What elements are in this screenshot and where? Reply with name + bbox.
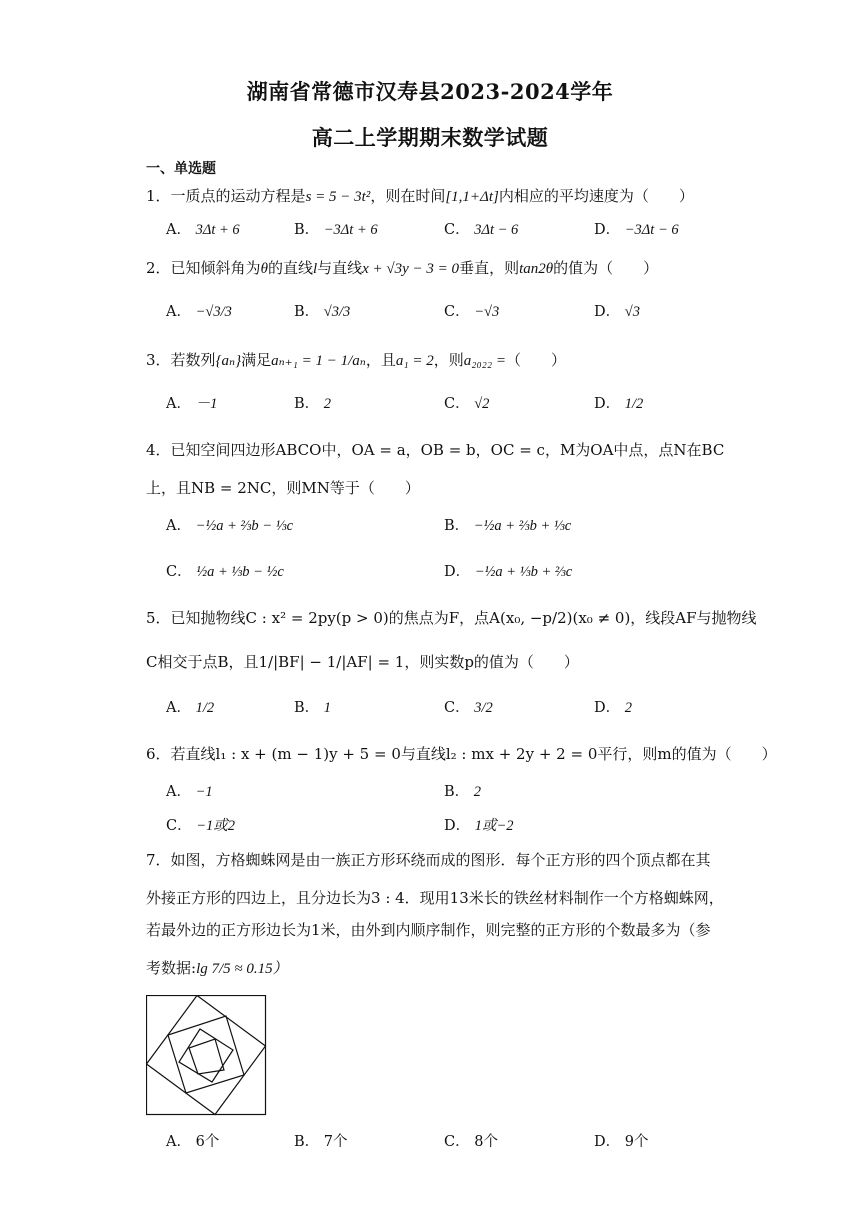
question-5-line2: C相交于点B，且1/|BF| − 1/|AF| = 1，则实数p的值为（ ） bbox=[146, 653, 579, 671]
option-b[interactable]: B． 2 bbox=[294, 396, 332, 412]
option-a[interactable]: A． −√3/3 bbox=[166, 304, 232, 320]
question-6: 6．若直线l₁ : x + (m − 1)y + 5 = 0与直线l₂ : mx + 2y + 2 = 0平行，则m的值为（ ） bbox=[146, 745, 777, 763]
section-heading: 一、单选题 bbox=[146, 161, 216, 177]
formula: s = 5 − 3t² bbox=[305, 189, 371, 205]
option-d[interactable]: D． 2 bbox=[594, 700, 632, 716]
spider-web-figure bbox=[146, 995, 267, 1116]
option-d[interactable]: D． 1或−2 bbox=[444, 818, 514, 834]
option-d[interactable]: D． 9个 bbox=[594, 1134, 649, 1150]
option-b[interactable]: B． 2 bbox=[444, 784, 482, 800]
option-d[interactable]: D． −½a + ⅓b + ⅔c bbox=[444, 564, 573, 580]
option-c[interactable]: C． −√3 bbox=[444, 304, 500, 320]
question-3: 3．若数列{aₙ}满足aₙ₊₁ = 1 − 1/aₙ，且a₁ = 2，则a₂₀₂₂ =（ ） bbox=[146, 351, 566, 369]
option-a[interactable]: A． −1 bbox=[166, 784, 213, 800]
option-c[interactable]: C． −1或2 bbox=[166, 818, 236, 834]
formula: [1,1+Δt] bbox=[445, 189, 499, 205]
square-2 bbox=[147, 996, 266, 1115]
option-a[interactable]: A． 6个 bbox=[166, 1134, 220, 1150]
question-4-line2: 上，且NB = 2NC，则MN等于（ ） bbox=[146, 479, 420, 497]
option-b[interactable]: B． −3Δt + 6 bbox=[294, 222, 378, 238]
option-c[interactable]: C． ½a + ⅓b − ½c bbox=[166, 564, 284, 580]
question-7-line4: 考数据:lg 7/5 ≈ 0.15） bbox=[146, 959, 288, 977]
option-d[interactable]: D． −3Δt − 6 bbox=[594, 222, 679, 238]
question-text: ，则在时间 bbox=[370, 187, 446, 205]
option-c[interactable]: C． √2 bbox=[444, 396, 490, 412]
option-c[interactable]: C． 8个 bbox=[444, 1134, 498, 1150]
option-a[interactable]: A． −½a + ⅔b − ⅓c bbox=[166, 518, 294, 534]
question-7-line2: 外接正方形的四边上，且分边长为3 : 4．现用13米长的铁丝材料制作一个方格蜘蛛网， bbox=[146, 889, 724, 907]
option-a[interactable]: A． －1 bbox=[166, 396, 218, 412]
option-d[interactable]: D． 1/2 bbox=[594, 396, 644, 412]
option-b[interactable]: B． 1 bbox=[294, 700, 332, 716]
question-5-line1: 5．已知抛物线C : x² = 2py(p > 0)的焦点为F，点A(x₀, −p/2)(x₀ ≠ 0)，线段AF与抛物线 bbox=[146, 609, 757, 627]
question-7-line3: 若最外边的正方形边长为1米，由外到内顺序制作，则完整的正方形的个数最多为（参 bbox=[146, 921, 711, 939]
option-b[interactable]: B． 7个 bbox=[294, 1134, 348, 1150]
page-title-line2: 高二上学期期末数学试题 bbox=[311, 125, 549, 150]
question-1 bbox=[146, 186, 694, 207]
question-2: 2．已知倾斜角为θ的直线l与直线x + √3y − 3 = 0垂直，则tan2θ的值为（ ） bbox=[146, 259, 659, 277]
square-5 bbox=[189, 1039, 224, 1074]
option-a[interactable]: A． 1/2 bbox=[166, 700, 215, 716]
option-c[interactable]: C． 3/2 bbox=[444, 700, 493, 716]
outer-square bbox=[147, 996, 266, 1115]
question-text: 内相应的平均速度为（ ） bbox=[498, 187, 694, 205]
option-d[interactable]: D． √3 bbox=[594, 304, 640, 320]
option-a[interactable]: A． 3Δt + 6 bbox=[166, 222, 240, 238]
question-text: 一质点的运动方程是 bbox=[170, 187, 306, 205]
square-4 bbox=[179, 1029, 233, 1082]
option-b[interactable]: B． −½a + ⅔b + ⅓c bbox=[444, 518, 572, 534]
question-7-line1: 7．如图，方格蜘蛛网是由一族正方形环绕而成的图形．每个正方形的四个顶点都在其 bbox=[146, 851, 711, 869]
page-title-line1: 湖南省常德市汉寿县2023-2024学年 bbox=[246, 79, 614, 104]
question-number: 1． bbox=[146, 187, 171, 205]
option-b[interactable]: B． √3/3 bbox=[294, 304, 351, 320]
option-c[interactable]: C． 3Δt − 6 bbox=[444, 222, 519, 238]
question-4-line1: 4．已知空间四边形ABCO中，OA = a，OB = b，OC = c，M为OA中点，点N在BC bbox=[146, 441, 725, 459]
square-3 bbox=[168, 1016, 244, 1093]
